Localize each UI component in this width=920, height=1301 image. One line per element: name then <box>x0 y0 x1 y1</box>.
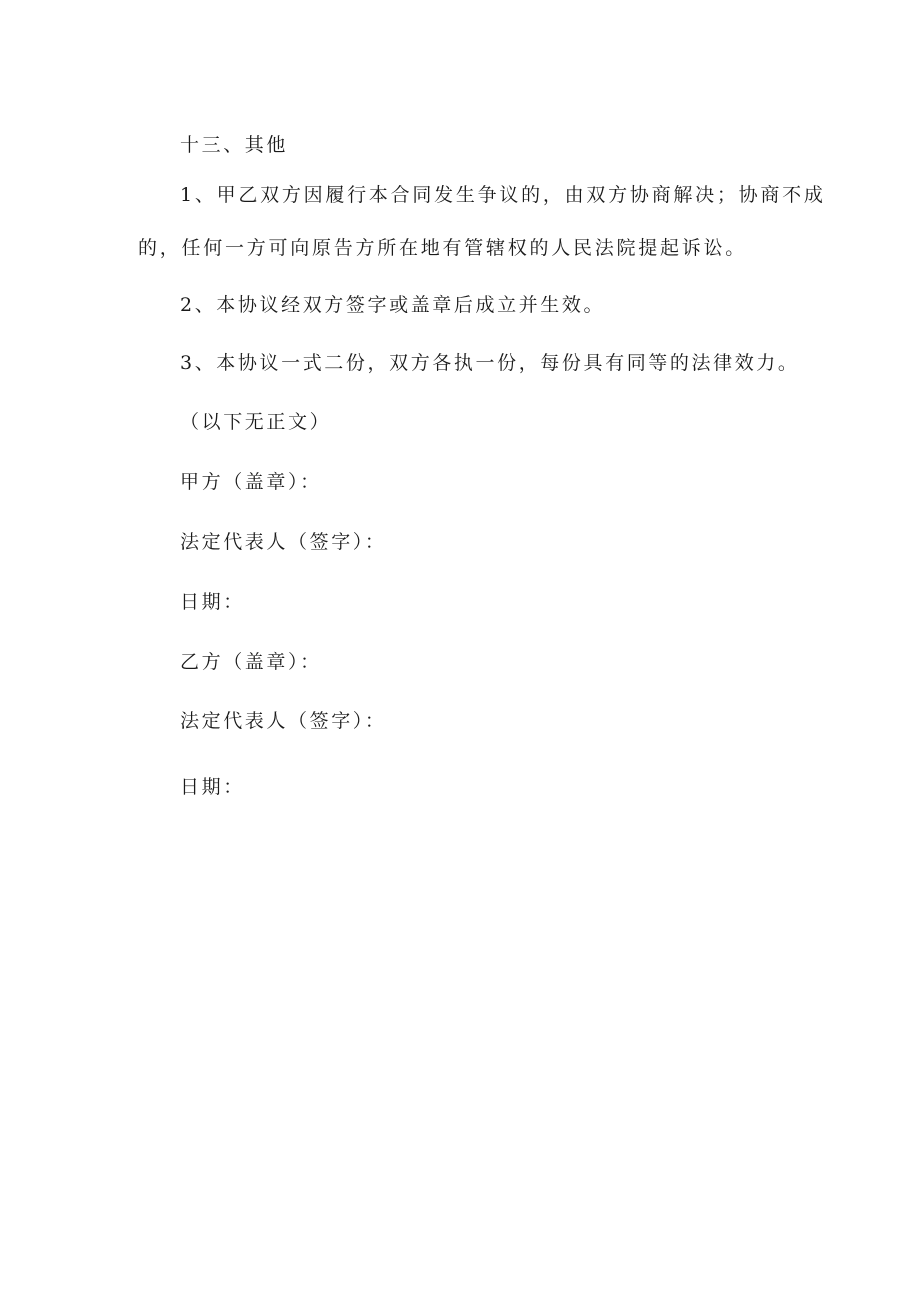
party-b-representative-label: 法定代表人（签字）： <box>180 710 387 732</box>
clause-1-line-1: 1、甲乙双方因履行本合同发生争议的，由双方协商解决；协商不成 <box>180 184 826 206</box>
party-a-date-label: 日期： <box>180 591 245 613</box>
clause-2: 2、本协议经双方签字或盖章后成立并生效。 <box>180 294 606 316</box>
clause-1-line-2: 的，任何一方可向原告方所在地有管辖权的人民法院提起诉讼。 <box>138 237 748 259</box>
clause-3: 3、本协议一式二份，双方各执一份，每份具有同等的法律效力。 <box>180 352 800 374</box>
party-b-date-label: 日期： <box>180 776 245 798</box>
end-note: （以下无正文） <box>180 411 332 433</box>
party-b-seal-label: 乙方（盖章）： <box>180 651 322 673</box>
section-heading: 十三、其他 <box>180 134 289 156</box>
party-a-seal-label: 甲方（盖章）： <box>180 471 322 493</box>
party-a-representative-label: 法定代表人（签字）： <box>180 531 387 553</box>
